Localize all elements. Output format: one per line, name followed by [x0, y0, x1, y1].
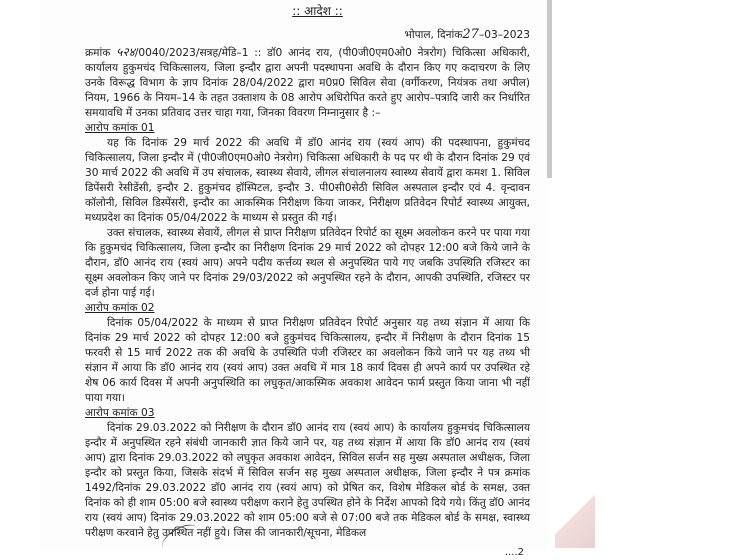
charge-01-paragraph-2: उक्त संचालक, स्वास्थ्य सेवायें, लीगल से प्राप्त निरीक्षण प्रतिवेदन रिपोर्ट का सूक्ष्म अवलोकन करने पर पाया गया कि हुकुमचंद चिकित्सालय, जिला इन्दौर का निरीक्षण दिनांक 29 मार्च 2022 को दोपहर 12:00 बजे किये जाने के दौरान, डॉ0 आनंद राय (स्वयं आप) अपने पदीय कर्त्तव्य स्थल से अनुपस्थित पाये गए जबकि उपस्थिति रजिस्टर का सूक्ष्म अवलोकन किए जाने पर दिनांक 29/03/2022 को अनुपस्थित रहने के दौरान, आपकी उपस्थिति, रजिस्टर पर दर्ज होना पाई गई।: [85, 227, 530, 299]
place-date-suffix: –03–2023: [478, 29, 530, 41]
charge-heading-01: आरोप कमांक 01: [85, 122, 155, 134]
document-title: :: आदेश ::: [292, 4, 343, 18]
handwritten-ref-number: ५२४: [116, 45, 135, 59]
page-continuation: ....2: [504, 547, 524, 558]
charge-02-paragraph-1: दिनांक 05/04/2022 के माध्यम से प्राप्त निरीक्षण प्रतिवेदन रिपोर्ट अनुसार यह तथ्य संज्ञान में आया कि दिनांक 29 मार्च 2022 को दोपहर 12:00 बजे हुकुमंचद चिकित्सालय, इन्दौर में निरीक्षण के दौरान दिनांक 15 फरवरी से 15 मार्च 2022 तक की अवधि के उपस्थिति पंजी रजिस्टर का अवलोकन किये जाने पर यह तथ्य भी संज्ञान में आया कि डॉ0 आनंद राय (स्वयं आप) उक्त अवधि में मात्र 18 कार्य दिवस ही अपने कार्य पर उपस्थित रहे शेष 06 कार्य दिवस में अपनी अनुपस्थिति का लघुकृत/आकस्मिक अवकाश आवेदन फार्म प्रस्तुत किया जाना भी नहीं पाया गया।: [85, 317, 530, 404]
intro-paragraph: [85, 45, 530, 121]
page-corner-fold: [555, 490, 595, 548]
intro-text: /0040/2023/सत्रह/मेडि–1 :: डॉ0 आनंद राय, (पी0जी0एम0ओ0 नेत्ररोग) चिकित्सा अधिकारी, कार्यालय हुकुमचंद चिकित्सालय, जिला इन्दौर द्वारा अपनी पदस्थापना अवधि के दौरान किए गए कदाचरण के लिए उनके विरूद्ध विभाग के ज्ञाप दिनांक 28/04/2022 द्वारा म0प्र0 सिविल सेवा (वर्गीकरण, नियंत्रक तथा अपील) नियम, 1966 के नियम–14 के तहत उक्ताशय के 08 आरोप अधिरोपित करते हुए आरोप–पत्रादि जारी कर निर्धारित समयावधि में उनका प्रतिवाद उत्तर चाहा गया, जिनका विवरण निम्नानुसार है :–: [85, 47, 530, 119]
handwritten-day: 27: [462, 27, 479, 42]
page-edge-shadow: [547, 0, 552, 178]
place-date: [85, 27, 530, 43]
charge-03-paragraph-1: दिनांक 29.03.2022 को निरीक्षण के दौरान डॉ0 आनंद राय (स्वयं आप) के कार्यालय हुकुमचंद चिकित्सालय इन्दौर में अनुपस्थित रहने संबंधी जानकारी ज्ञात किये जाने पर, यह तथ्य संज्ञान में आया कि डॉ0 आनंद राय (स्वयं आप) द्वारा दिनांक 29.03.2022 को लघुकृत अवकाश आवेदन, सिविल सर्जन सह मुख्य अस्पताल अधीक्षक, जिला इन्दौर को प्रस्तुत किया, जिसके संदर्भ में सिविल सर्जन सह मुख्य अस्पताल अधीक्षक, जिला इन्दौर ने पत्र क्रमांक 1492/दिनांक 29.03.2022 डॉ0 आनंद राय (स्वयं आप) को प्रेषित कर, विशेष मेडिकल बोर्ड के समक्ष, उक्त दिनांक को ही शाम 05:00 बजे स्वास्थ्य परीक्षण कराने हेतु उपस्थित होने के निर्देश आपको दिये गये। किंतु डॉ0 आनंद राय (स्वयं आप) दिनांक 29.03.2022 को शाम 05:00 बजे से 07:00 बजे तक मेडिकल बोर्ड के समक्ष, स्वास्थ्य परीक्षण करवाने हेतु उपस्थित नहीं हुये। जिस की जानकारी/सूचना, मेडिकल: [85, 422, 530, 539]
charge-01-paragraph-1: यह कि दिनांक 29 मार्च 2022 की अवधि में डॉ0 आनंद राय (स्वयं आप) की पदस्थापना, हुकुमंचद चिकित्सालय, जिला इन्दौर में (पी0जी0एम0ओ0 नेत्ररोग) चिकित्सा अधिकारी के पद पर थी के दौरान दिनांक 29 एवं 30 मार्च 2022 की अवधि में उप संचालक, स्वास्थ्य सेवाये, लीगल संचालनालय स्वास्थ्य सेवायें द्वारा कमश 1. सिविल डिपेंसरी रेसीडेंसी, इन्दौर 2. हुकुमंचद हॉस्पिटल, इन्दौर 3. पी0सी0सेठी सिविल अस्पताल इन्दौर एवं 4. वृन्दावन कॉलोनी, सिविल डिस्पेंसरी, इन्दौर का आकस्मिक निरीक्षण किया जाकर, निरीक्षण प्रतिवेदन रिपोर्ट स्वास्थ्य आयुक्त, मध्यप्रदेश का दिनांक 05/04/2022 के माध्यम से प्रस्तुत की गई।: [85, 137, 530, 224]
charge-heading-02: आरोप कमांक 02: [85, 302, 155, 314]
charge-heading-03: आरोप कमांक 03: [85, 407, 155, 419]
order-document: [85, 4, 530, 560]
ref-prefix: क्रमांक: [85, 47, 111, 59]
place-date-prefix: भोपाल, दिनांक: [404, 29, 463, 41]
